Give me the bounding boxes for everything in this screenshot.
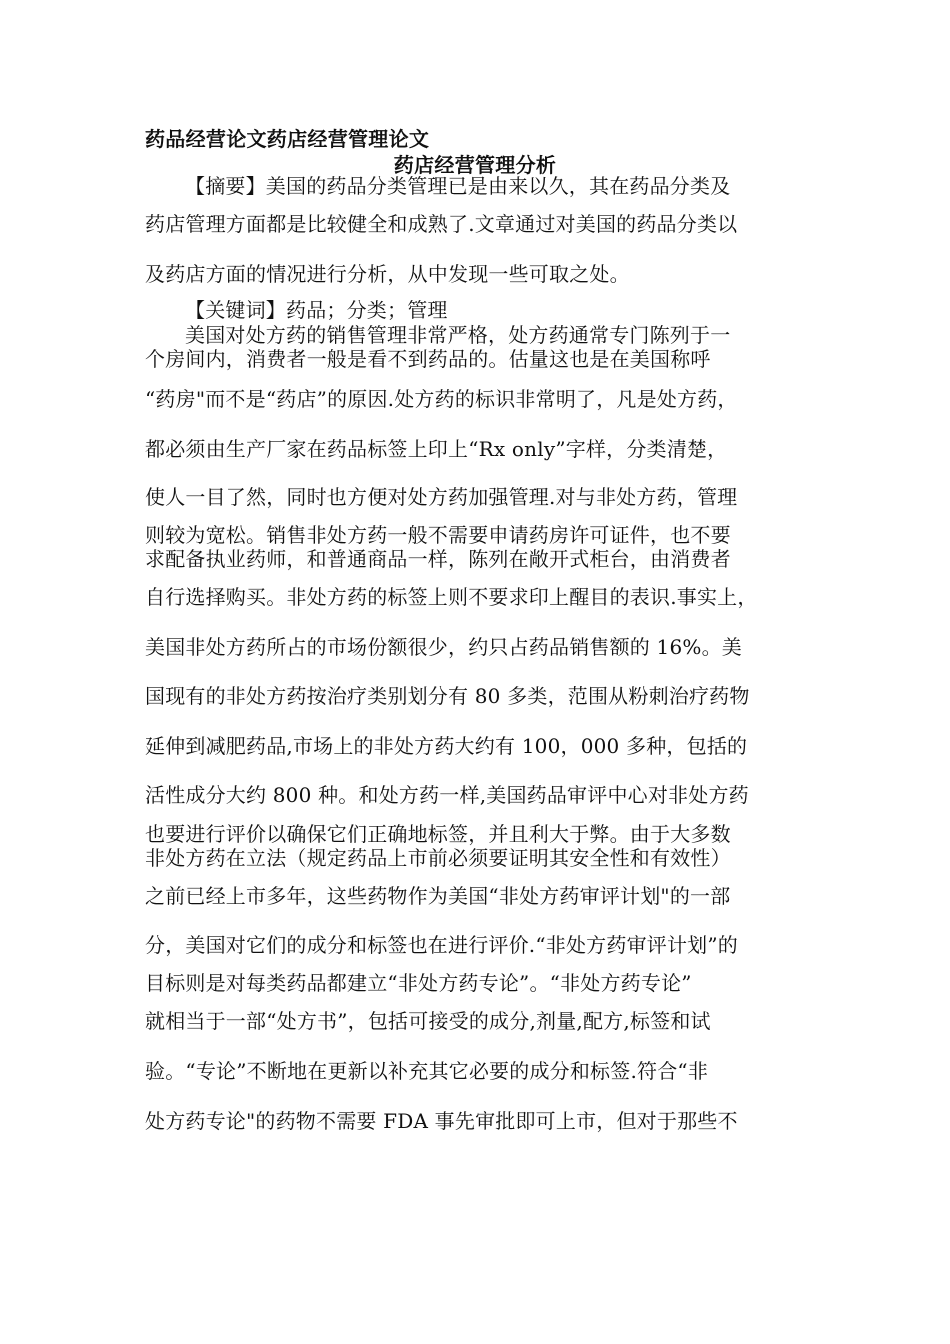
body-line: 目标则是对每类药品都建立“非处方药专论”。“非处方药专论” [145,971,692,995]
body-line: 美国对处方药的销售管理非常严格，处方药通常专门陈列于一 [185,323,731,347]
body-line: 求配备执业药师，和普通商品一样，陈列在敞开式柜台，由消费者 [145,547,731,571]
abstract-line: 【摘要】美国的药品分类管理已是由来以久，其在药品分类及 [185,174,731,198]
body-line: 就相当于一部“处方书”，包括可接受的成分,剂量,配方,标签和试 [145,1009,711,1033]
document-subtitle: 药店经营管理分析 [393,153,557,177]
body-line: 则较为宽松。销售非处方药一般不需要申请药房许可证件，也不要 [145,523,731,547]
body-line: 延伸到减肥药品,市场上的非处方药大约有 100，000 多种，包括的 [145,734,748,758]
body-line: 个房间内，消费者一般是看不到药品的。估量这也是在美国称呼 [145,347,711,371]
body-line: 之前已经上市多年，这些药物作为美国“非处方药审评计划"的一部 [145,884,731,908]
body-line: 使人一目了然，同时也方便对处方药加强管理.对与非处方药，管理 [145,485,738,509]
body-line: 美国非处方药所占的市场份额很少，约只占药品销售额的 16%。美 [145,635,743,659]
document-title: 药品经营论文药店经营管理论文 [145,127,430,151]
body-line: 国现有的非处方药按治疗类别划分有 80 多类，范围从粉刺治疗药物 [145,684,750,708]
body-line: 处方药专论"的药物不需要 FDA 事先审批即可上市，但对于那些不 [145,1109,738,1133]
body-line: 都必须由生产厂家在药品标签上印上“Rx only”字样，分类清楚， [145,437,728,461]
body-line: “药房"而不是“药店”的原因.处方药的标识非常明了，凡是处方药， [145,387,738,411]
body-line: 也要进行评价以确保它们正确地标签，并且利大于弊。由于大多数 [145,822,731,846]
body-line: 自行选择购买。非处方药的标签上则不要求印上醒目的表识.事实上， [145,585,758,609]
body-line: 分，美国对它们的成分和标签也在进行评价.“非处方药审评计划”的 [145,933,739,957]
body-line: 非处方药在立法（规定药品上市前必须要证明其安全性和有效性） [145,846,731,870]
body-line: 活性成分大约 800 种。和处方药一样,美国药品审评中心对非处方药 [145,783,749,807]
body-line: 验。“专论”不断地在更新以补充其它必要的成分和标签.符合“非 [145,1059,709,1083]
abstract-line: 及药店方面的情况进行分析，从中发现一些可取之处。 [145,262,630,286]
abstract-line: 药店管理方面都是比较健全和成熟了.文章通过对美国的药品分类以 [145,212,738,236]
keywords-line: 【关键词】药品；分类；管理 [185,298,448,322]
